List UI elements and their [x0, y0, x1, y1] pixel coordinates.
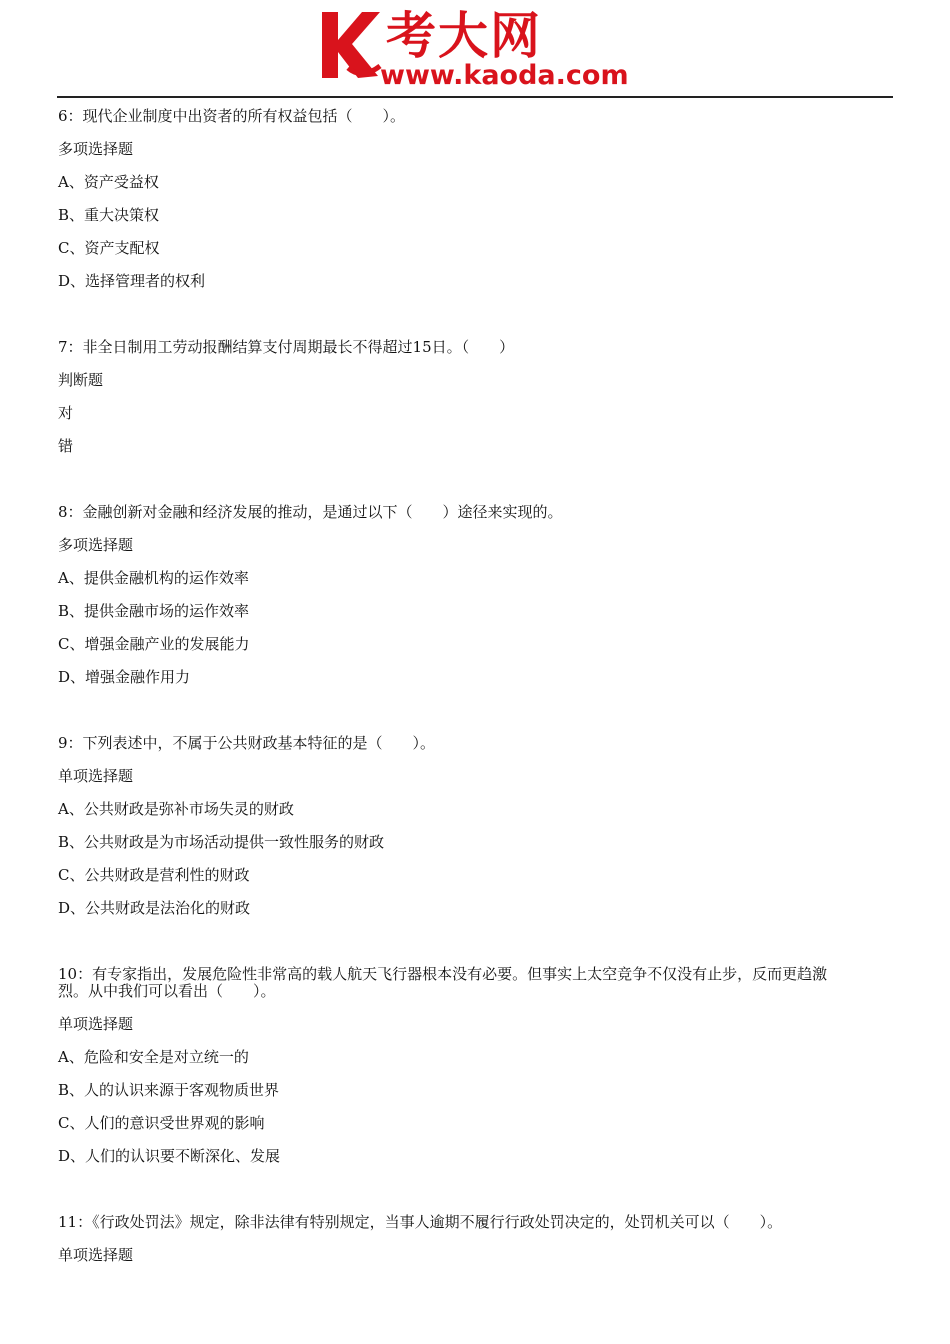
- question-stem: 8：金融创新对金融和经济发展的推动，是通过以下（ ）途径来实现的。: [58, 503, 563, 521]
- question-type: 多项选择题: [58, 536, 134, 554]
- option-c: C、资产支配权: [58, 239, 160, 257]
- option-b: B、提供金融市场的运作效率: [58, 602, 250, 620]
- header-divider: [57, 96, 893, 98]
- question-stem: 6：现代企业制度中出资者的所有权益包括（ ）。: [58, 107, 406, 125]
- spacer: [58, 463, 894, 496]
- logo-url-text: www.kaoda.com: [380, 60, 629, 91]
- option-d: D、选择管理者的权利: [58, 272, 206, 290]
- question-stem-line-2: 烈。从中我们可以看出（ ）。: [58, 982, 276, 1000]
- spacer: [58, 298, 894, 331]
- option-b: B、公共财政是为市场活动提供一致性服务的财政: [58, 833, 385, 851]
- question-7: [58, 331, 894, 463]
- question-list: [58, 100, 894, 1272]
- spacer: [58, 925, 894, 958]
- question-type: 判断题: [58, 371, 104, 389]
- question-type: 多项选择题: [58, 140, 134, 158]
- question-stem: [58, 958, 894, 1008]
- option-false: 错: [58, 437, 74, 455]
- question-9: [58, 727, 894, 925]
- question-8: [58, 496, 894, 694]
- option-a: A、提供金融机构的运作效率: [58, 569, 249, 587]
- option-a: A、资产受益权: [58, 173, 159, 191]
- kaoda-logo[interactable]: [318, 6, 648, 92]
- option-d: D、人们的认识要不断深化、发展: [58, 1147, 281, 1165]
- logo-k-mark: [318, 6, 382, 82]
- question-type: 单项选择题: [58, 1015, 134, 1033]
- question-type: 单项选择题: [58, 767, 134, 785]
- question-stem: 7：非全日制用工劳动报酬结算支付周期最长不得超过15日。（ ）: [58, 338, 515, 356]
- option-c: C、公共财政是营利性的财政: [58, 866, 250, 884]
- option-true: 对: [58, 404, 74, 422]
- question-stem: 9：下列表述中，不属于公共财政基本特征的是（ ）。: [58, 734, 436, 752]
- page-header: [0, 0, 950, 100]
- question-stem-line-1: 10：有专家指出，发展危险性非常高的载人航天飞行器根本没有必要。但事实上太空竞争不仅没有止步，反而更趋激: [58, 965, 828, 983]
- option-d: D、公共财政是法治化的财政: [58, 899, 251, 917]
- spacer: [58, 694, 894, 727]
- question-type: 单项选择题: [58, 1246, 134, 1264]
- option-a: A、危险和安全是对立统一的: [58, 1048, 249, 1066]
- spacer: [58, 1173, 894, 1206]
- option-c: C、人们的意识受世界观的影响: [58, 1114, 265, 1132]
- logo-chinese-text: 考大网: [386, 7, 542, 65]
- question-11: [58, 1206, 894, 1272]
- option-b: B、重大决策权: [58, 206, 160, 224]
- option-d: D、增强金融作用力: [58, 668, 191, 686]
- option-c: C、增强金融产业的发展能力: [58, 635, 250, 653]
- option-b: B、人的认识来源于客观物质世界: [58, 1081, 280, 1099]
- question-10: [58, 958, 894, 1173]
- question-6: [58, 100, 894, 298]
- option-a: A、公共财政是弥补市场失灵的财政: [58, 800, 294, 818]
- question-stem: 11：《行政处罚法》规定，除非法律有特别规定，当事人逾期不履行行政处罚决定的，处罚机关可以（ ）。: [58, 1213, 783, 1231]
